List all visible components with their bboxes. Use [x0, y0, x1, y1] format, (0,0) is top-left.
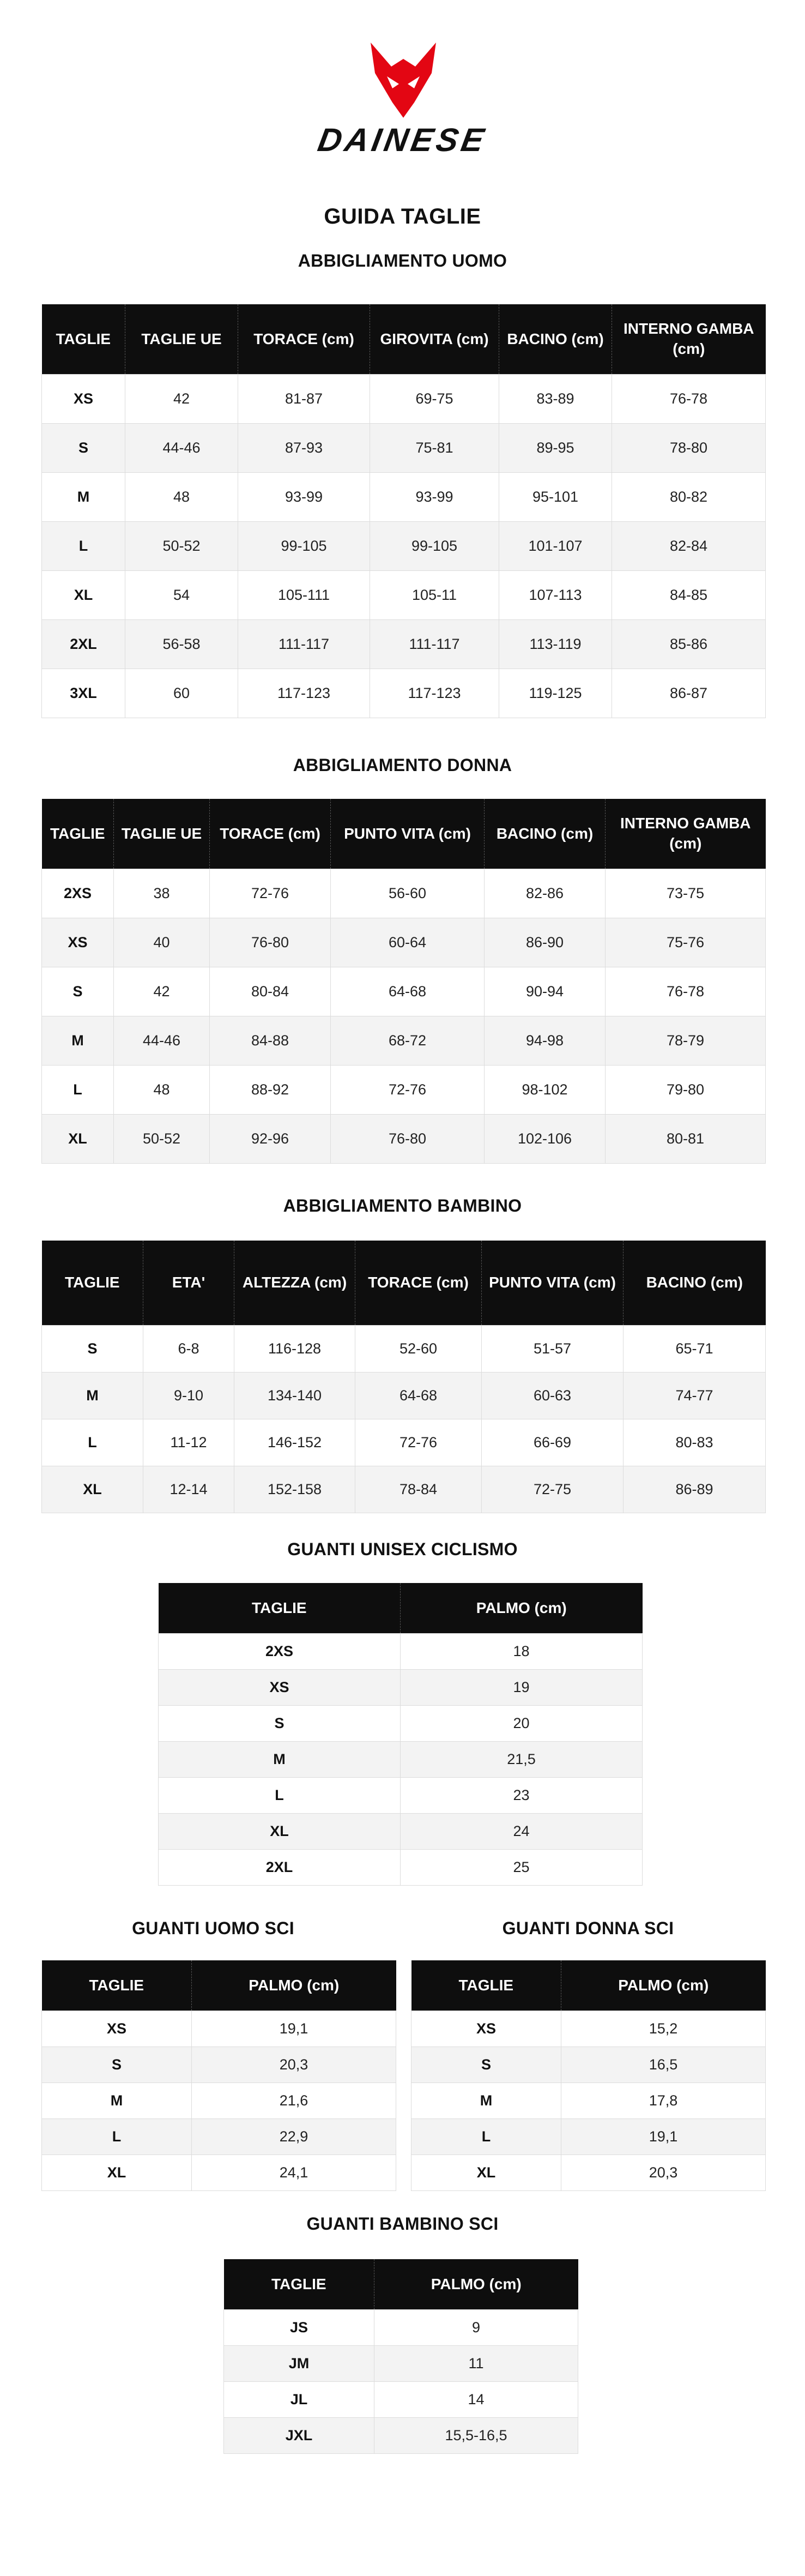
- measurement-cell: 72-75: [482, 1466, 624, 1513]
- section-title-donna: ABBIGLIAMENTO DONNA: [293, 755, 512, 775]
- size-label-cell: M: [411, 2083, 561, 2118]
- size-label-cell: S: [42, 1325, 143, 1372]
- size-label-cell: XS: [411, 2011, 561, 2047]
- measurement-cell: 82-86: [485, 869, 606, 918]
- section-title-bambino: ABBIGLIAMENTO BAMBINO: [283, 1196, 522, 1215]
- measurement-cell: 15,5-16,5: [374, 2417, 578, 2453]
- table-row: [42, 869, 766, 918]
- size-label-cell: S: [42, 423, 125, 472]
- column-header: BACINO (cm): [485, 799, 606, 869]
- table-row: [159, 1741, 643, 1777]
- size-table-bambino: [41, 1241, 766, 1513]
- size-label-cell: S: [42, 967, 114, 1016]
- table-row: [42, 1065, 766, 1114]
- table-row: [42, 1466, 766, 1513]
- measurement-cell: 72-76: [331, 1065, 485, 1114]
- measurement-cell: 44-46: [114, 1016, 210, 1065]
- measurement-cell: 19,1: [561, 2118, 766, 2154]
- measurement-cell: 9-10: [143, 1372, 234, 1419]
- column-header: TAGLIE: [42, 799, 114, 869]
- measurement-cell: 93-99: [238, 472, 370, 521]
- table-row: [159, 1849, 643, 1885]
- size-label-cell: XS: [42, 2011, 192, 2047]
- measurement-cell: 68-72: [331, 1016, 485, 1065]
- section-title-guanti-donna-sci: GUANTI DONNA SCI: [502, 1918, 674, 1938]
- measurement-cell: 119-125: [499, 669, 612, 718]
- measurement-cell: 111-117: [238, 619, 370, 669]
- size-table-guanti-ciclismo: [158, 1583, 643, 1886]
- measurement-cell: 98-102: [485, 1065, 606, 1114]
- measurement-cell: 19: [401, 1669, 643, 1705]
- page-title: GUIDA TAGLIE: [324, 204, 481, 228]
- measurement-cell: 42: [125, 374, 238, 423]
- measurement-cell: 113-119: [499, 619, 612, 669]
- size-label-cell: L: [159, 1777, 401, 1813]
- measurement-cell: 78-84: [355, 1466, 482, 1513]
- measurement-cell: 89-95: [499, 423, 612, 472]
- measurement-cell: 40: [114, 918, 210, 967]
- measurement-cell: 117-123: [370, 669, 499, 718]
- measurement-cell: 15,2: [561, 2011, 766, 2047]
- size-label-cell: S: [411, 2047, 561, 2083]
- column-header: TORACE (cm): [238, 304, 370, 374]
- measurement-cell: 101-107: [499, 521, 612, 570]
- table-row: [224, 2417, 578, 2453]
- column-header: TAGLIE UE: [125, 304, 238, 374]
- size-label-cell: XL: [42, 2154, 192, 2190]
- measurement-cell: 19,1: [192, 2011, 396, 2047]
- size-label-cell: 2XL: [42, 619, 125, 669]
- table-row: [42, 918, 766, 967]
- size-label-cell: S: [159, 1705, 401, 1741]
- column-header: TAGLIE: [42, 1241, 143, 1325]
- measurement-cell: 79-80: [606, 1065, 766, 1114]
- size-label-cell: XL: [42, 1114, 114, 1163]
- measurement-cell: 73-75: [606, 869, 766, 918]
- measurement-cell: 80-83: [624, 1419, 766, 1466]
- table-row: [42, 521, 766, 570]
- size-label-cell: M: [42, 1372, 143, 1419]
- measurement-cell: 90-94: [485, 967, 606, 1016]
- column-header: TAGLIE: [411, 1960, 561, 2011]
- measurement-cell: 20,3: [192, 2047, 396, 2083]
- size-label-cell: L: [42, 1065, 114, 1114]
- size-label-cell: S: [42, 2047, 192, 2083]
- measurement-cell: 51-57: [482, 1325, 624, 1372]
- measurement-cell: 11: [374, 2345, 578, 2381]
- table-row: [42, 1016, 766, 1065]
- measurement-cell: 75-76: [606, 918, 766, 967]
- size-table-guanti-bambino-sci: [223, 2259, 578, 2454]
- measurement-cell: 116-128: [234, 1325, 355, 1372]
- measurement-cell: 99-105: [370, 521, 499, 570]
- column-header: PUNTO VITA (cm): [331, 799, 485, 869]
- measurement-cell: 20,3: [561, 2154, 766, 2190]
- table-row: [411, 2083, 766, 2118]
- column-header: TORACE (cm): [355, 1241, 482, 1325]
- measurement-cell: 88-92: [210, 1065, 331, 1114]
- size-label-cell: 2XS: [159, 1633, 401, 1669]
- column-header: BACINO (cm): [499, 304, 612, 374]
- measurement-cell: 95-101: [499, 472, 612, 521]
- measurement-cell: 25: [401, 1849, 643, 1885]
- measurement-cell: 105-111: [238, 570, 370, 619]
- table-row: [159, 1669, 643, 1705]
- measurement-cell: 84-88: [210, 1016, 331, 1065]
- measurement-cell: 84-85: [612, 570, 766, 619]
- size-label-cell: 3XL: [42, 669, 125, 718]
- measurement-cell: 24: [401, 1813, 643, 1849]
- measurement-cell: 86-90: [485, 918, 606, 967]
- column-header: TAGLIE: [42, 1960, 192, 2011]
- size-label-cell: JL: [224, 2381, 374, 2417]
- measurement-cell: 44-46: [125, 423, 238, 472]
- logo-shield: [371, 43, 436, 118]
- table-row: [42, 374, 766, 423]
- size-label-cell: JXL: [224, 2417, 374, 2453]
- measurement-cell: 52-60: [355, 1325, 482, 1372]
- table-row: [224, 2345, 578, 2381]
- measurement-cell: 60: [125, 669, 238, 718]
- measurement-cell: 65-71: [624, 1325, 766, 1372]
- measurement-cell: 23: [401, 1777, 643, 1813]
- measurement-cell: 11-12: [143, 1419, 234, 1466]
- measurement-cell: 6-8: [143, 1325, 234, 1372]
- size-label-cell: XS: [42, 918, 114, 967]
- section-title-guanti-bambino-sci: GUANTI BAMBINO SCI: [306, 2214, 499, 2234]
- table-row: [42, 619, 766, 669]
- measurement-cell: 76-80: [331, 1114, 485, 1163]
- table-row: [224, 2309, 578, 2345]
- size-label-cell: M: [42, 472, 125, 521]
- measurement-cell: 48: [114, 1065, 210, 1114]
- measurement-cell: 56-60: [331, 869, 485, 918]
- measurement-cell: 72-76: [210, 869, 331, 918]
- measurement-cell: 146-152: [234, 1419, 355, 1466]
- measurement-cell: 80-81: [606, 1114, 766, 1163]
- size-label-cell: XL: [411, 2154, 561, 2190]
- table-row: [42, 423, 766, 472]
- measurement-cell: 78-79: [606, 1016, 766, 1065]
- measurement-cell: 102-106: [485, 1114, 606, 1163]
- section-title-guanti-uomo-sci: GUANTI UOMO SCI: [132, 1918, 294, 1938]
- measurement-cell: 75-81: [370, 423, 499, 472]
- measurement-cell: 76-78: [606, 967, 766, 1016]
- column-header: INTERNO GAMBA (cm): [612, 304, 766, 374]
- table-row: [159, 1633, 643, 1669]
- measurement-cell: 60-64: [331, 918, 485, 967]
- table-row: [411, 2154, 766, 2190]
- measurement-cell: 66-69: [482, 1419, 624, 1466]
- measurement-cell: 56-58: [125, 619, 238, 669]
- measurement-cell: 20: [401, 1705, 643, 1741]
- measurement-cell: 21,6: [192, 2083, 396, 2118]
- measurement-cell: 17,8: [561, 2083, 766, 2118]
- table-row: [42, 1114, 766, 1163]
- measurement-cell: 14: [374, 2381, 578, 2417]
- measurement-cell: 12-14: [143, 1466, 234, 1513]
- table-row: [42, 967, 766, 1016]
- column-header: TAGLIE: [224, 2259, 374, 2309]
- size-label-cell: L: [411, 2118, 561, 2154]
- size-label-cell: M: [159, 1741, 401, 1777]
- column-header: TAGLIE: [42, 304, 125, 374]
- measurement-cell: 80-84: [210, 967, 331, 1016]
- column-header: PALMO (cm): [561, 1960, 766, 2011]
- measurement-cell: 81-87: [238, 374, 370, 423]
- measurement-cell: 16,5: [561, 2047, 766, 2083]
- measurement-cell: 87-93: [238, 423, 370, 472]
- size-label-cell: JM: [224, 2345, 374, 2381]
- table-row: [159, 1705, 643, 1741]
- measurement-cell: 22,9: [192, 2118, 396, 2154]
- table-row: [159, 1813, 643, 1849]
- measurement-cell: 78-80: [612, 423, 766, 472]
- measurement-cell: 72-76: [355, 1419, 482, 1466]
- table-row: [411, 2011, 766, 2047]
- size-table-guanti-donna-sci: [411, 1960, 766, 2191]
- measurement-cell: 21,5: [401, 1741, 643, 1777]
- size-label-cell: L: [42, 1419, 143, 1466]
- size-table-guanti-uomo-sci: [41, 1960, 396, 2191]
- size-label-cell: L: [42, 521, 125, 570]
- column-header: BACINO (cm): [624, 1241, 766, 1325]
- measurement-cell: 82-84: [612, 521, 766, 570]
- measurement-cell: 80-82: [612, 472, 766, 521]
- measurement-cell: 60-63: [482, 1372, 624, 1419]
- measurement-cell: 107-113: [499, 570, 612, 619]
- size-table-uomo: [41, 304, 766, 718]
- column-header: TAGLIE: [159, 1583, 401, 1633]
- column-header: ETA': [143, 1241, 234, 1325]
- column-header: PALMO (cm): [401, 1583, 643, 1633]
- measurement-cell: 152-158: [234, 1466, 355, 1513]
- size-label-cell: L: [42, 2118, 192, 2154]
- table-row: [42, 2083, 396, 2118]
- size-table-donna: [41, 799, 766, 1164]
- column-header: PUNTO VITA (cm): [482, 1241, 624, 1325]
- section-title-guanti-ciclismo: GUANTI UNISEX CICLISMO: [287, 1539, 518, 1559]
- measurement-cell: 117-123: [238, 669, 370, 718]
- table-row: [42, 669, 766, 718]
- measurement-cell: 50-52: [114, 1114, 210, 1163]
- measurement-cell: 76-80: [210, 918, 331, 967]
- column-header: TAGLIE UE: [114, 799, 210, 869]
- table-row: [159, 1777, 643, 1813]
- size-label-cell: XL: [42, 570, 125, 619]
- measurement-cell: 94-98: [485, 1016, 606, 1065]
- size-label-cell: XS: [42, 374, 125, 423]
- table-row: [42, 1372, 766, 1419]
- table-row: [42, 2154, 396, 2190]
- table-row: [411, 2118, 766, 2154]
- size-label-cell: M: [42, 2083, 192, 2118]
- table-row: [42, 570, 766, 619]
- measurement-cell: 86-89: [624, 1466, 766, 1513]
- column-header: GIROVITA (cm): [370, 304, 499, 374]
- measurement-cell: 42: [114, 967, 210, 1016]
- measurement-cell: 105-11: [370, 570, 499, 619]
- measurement-cell: 48: [125, 472, 238, 521]
- section-title-uomo: ABBIGLIAMENTO UOMO: [298, 251, 507, 270]
- measurement-cell: 99-105: [238, 521, 370, 570]
- size-label-cell: 2XS: [42, 869, 114, 918]
- measurement-cell: 86-87: [612, 669, 766, 718]
- table-row: [411, 2047, 766, 2083]
- size-label-cell: XL: [42, 1466, 143, 1513]
- size-label-cell: XL: [159, 1813, 401, 1849]
- measurement-cell: 83-89: [499, 374, 612, 423]
- measurement-cell: 18: [401, 1633, 643, 1669]
- measurement-cell: 54: [125, 570, 238, 619]
- size-label-cell: XS: [159, 1669, 401, 1705]
- measurement-cell: 92-96: [210, 1114, 331, 1163]
- measurement-cell: 64-68: [355, 1372, 482, 1419]
- column-header: PALMO (cm): [374, 2259, 578, 2309]
- measurement-cell: 24,1: [192, 2154, 396, 2190]
- measurement-cell: 93-99: [370, 472, 499, 521]
- measurement-cell: 111-117: [370, 619, 499, 669]
- measurement-cell: 74-77: [624, 1372, 766, 1419]
- table-row: [224, 2381, 578, 2417]
- table-row: [42, 1325, 766, 1372]
- table-row: [42, 2011, 396, 2047]
- column-header: PALMO (cm): [192, 1960, 396, 2011]
- size-label-cell: M: [42, 1016, 114, 1065]
- measurement-cell: 64-68: [331, 967, 485, 1016]
- column-header: ALTEZZA (cm): [234, 1241, 355, 1325]
- measurement-cell: 69-75: [370, 374, 499, 423]
- column-header: TORACE (cm): [210, 799, 331, 869]
- size-label-cell: JS: [224, 2309, 374, 2345]
- measurement-cell: 85-86: [612, 619, 766, 669]
- measurement-cell: 9: [374, 2309, 578, 2345]
- measurement-cell: 134-140: [234, 1372, 355, 1419]
- brand-wordmark: DAINESE: [315, 122, 490, 158]
- measurement-cell: 50-52: [125, 521, 238, 570]
- column-header: INTERNO GAMBA (cm): [606, 799, 766, 869]
- measurement-cell: 38: [114, 869, 210, 918]
- table-row: [42, 472, 766, 521]
- measurement-cell: 76-78: [612, 374, 766, 423]
- table-row: [42, 1419, 766, 1466]
- table-row: [42, 2047, 396, 2083]
- table-row: [42, 2118, 396, 2154]
- size-label-cell: 2XL: [159, 1849, 401, 1885]
